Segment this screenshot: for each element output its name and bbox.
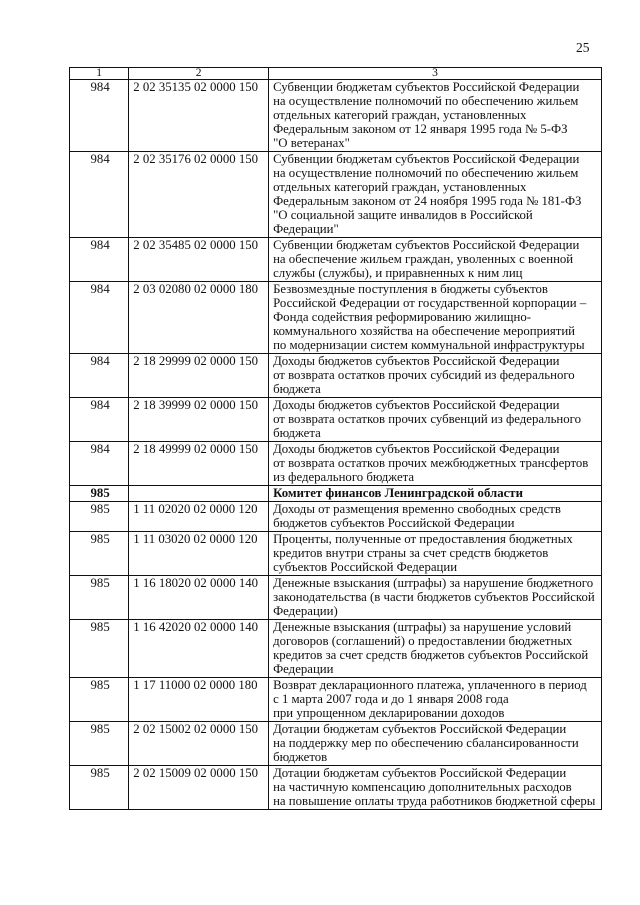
description-line: Федерации [273, 662, 334, 676]
description-cell [269, 152, 602, 238]
admin-code-cell: 985 [70, 620, 129, 678]
admin-code-cell: 984 [70, 442, 129, 486]
table-row [70, 282, 602, 354]
description-line: Фонда содействия реформированию жилищно- [273, 310, 531, 324]
description-line: Российской Федерации от государственной корпорации – [273, 296, 587, 310]
table-row [70, 238, 602, 282]
header-col-1: 1 [70, 68, 129, 80]
description-line: Денежные взыскания (штрафы) за нарушение бюджетного [273, 576, 594, 590]
budget-code-cell: 2 02 35485 02 0000 150 [129, 238, 269, 282]
description-line: кредитов за счет средств бюджетов субъектов Российской [273, 648, 589, 662]
table-row [70, 442, 602, 486]
description-line: на повышение оплаты труда работников бюджетной сферы [273, 794, 596, 808]
description-cell [269, 722, 602, 766]
description-cell [269, 620, 602, 678]
description-cell [269, 354, 602, 398]
budget-code-cell [129, 486, 269, 502]
description-line: на осуществление полномочий по обеспечению жильем [273, 166, 579, 180]
description-line: службы (службы), и приравненных к ним лиц [273, 266, 523, 280]
description-line: с 1 марта 2007 года и до 1 января 2008 года [273, 692, 509, 706]
description-line: Доходы от размещения временно свободных средств [273, 502, 561, 516]
description-cell [269, 442, 602, 486]
description-line: на обеспечение жильем граждан, уволенных с военной [273, 252, 574, 266]
description-cell [269, 282, 602, 354]
description-line: законодательства (в части бюджетов субъектов Российской [273, 590, 595, 604]
description-line: бюджетов [273, 750, 328, 764]
description-cell [269, 486, 602, 502]
description-line: Федерации" [273, 222, 339, 236]
budget-classification-table [69, 67, 602, 810]
admin-code-cell: 984 [70, 238, 129, 282]
table-row [70, 576, 602, 620]
description-line: Доходы бюджетов субъектов Российской Федерации [273, 398, 560, 412]
description-line: Дотации бюджетам субъектов Российской Федерации [273, 766, 567, 780]
budget-code-cell: 2 02 35176 02 0000 150 [129, 152, 269, 238]
table-row [70, 486, 602, 502]
admin-code-cell: 984 [70, 354, 129, 398]
table-row [70, 678, 602, 722]
admin-code-cell: 985 [70, 502, 129, 532]
description-line: Денежные взыскания (штрафы) за нарушение условий [273, 620, 572, 634]
admin-code-cell: 985 [70, 722, 129, 766]
description-line: субъектов Российской Федерации [273, 560, 458, 574]
admin-code-cell: 985 [70, 678, 129, 722]
table-row [70, 532, 602, 576]
description-line: Федеральным законом от 12 января 1995 года № 5-ФЗ [273, 122, 568, 136]
description-line: Субвенции бюджетам субъектов Российской Федерации [273, 80, 580, 94]
description-line: Федеральным законом от 24 ноября 1995 года № 181-ФЗ [273, 194, 582, 208]
description-line: Доходы бюджетов субъектов Российской Федерации [273, 442, 560, 456]
description-line: коммунального хозяйства на обеспечение мероприятий [273, 324, 576, 338]
admin-code-cell: 985 [70, 532, 129, 576]
description-cell [269, 678, 602, 722]
header-col-3: 3 [269, 68, 602, 80]
table-row [70, 152, 602, 238]
table-header-row [70, 68, 602, 80]
description-cell [269, 576, 602, 620]
table-row [70, 620, 602, 678]
budget-code-cell: 2 02 35135 02 0000 150 [129, 80, 269, 152]
description-line: бюджета [273, 426, 321, 440]
description-line: "О социальной защите инвалидов в Российской [273, 208, 533, 222]
description-cell [269, 502, 602, 532]
description-line: на частичную компенсацию дополнительных расходов [273, 780, 572, 794]
description-line: Проценты, полученные от предоставления бюджетных [273, 532, 573, 546]
budget-code-cell: 2 02 15009 02 0000 150 [129, 766, 269, 810]
description-line: по модернизации систем коммунальной инфраструктуры [273, 338, 585, 352]
budget-code-cell: 2 18 49999 02 0000 150 [129, 442, 269, 486]
description-line: от возврата остатков прочих межбюджетных трансфертов [273, 456, 589, 470]
budget-code-cell: 1 16 18020 02 0000 140 [129, 576, 269, 620]
header-col-2: 2 [129, 68, 269, 80]
budget-code-cell: 2 03 02080 02 0000 180 [129, 282, 269, 354]
table-row [70, 354, 602, 398]
description-line: бюджета [273, 382, 321, 396]
description-line: "О ветеранах" [273, 136, 350, 150]
budget-code-cell: 2 02 15002 02 0000 150 [129, 722, 269, 766]
budget-code-cell: 1 11 02020 02 0000 120 [129, 502, 269, 532]
description-line: бюджетов субъектов Российской Федерации [273, 516, 515, 530]
table-row [70, 80, 602, 152]
description-line: договоров (соглашений) о предоставлении бюджетных [273, 634, 573, 648]
description-cell [269, 766, 602, 810]
admin-code-cell: 984 [70, 152, 129, 238]
description-line: Доходы бюджетов субъектов Российской Федерации [273, 354, 560, 368]
description-cell [269, 80, 602, 152]
description-line: на осуществление полномочий по обеспечению жильем [273, 94, 579, 108]
admin-code-cell: 985 [70, 766, 129, 810]
description-line: Комитет финансов Ленинградской области [273, 486, 523, 500]
budget-code-cell: 1 11 03020 02 0000 120 [129, 532, 269, 576]
description-cell [269, 398, 602, 442]
page-number: 25 [576, 40, 590, 55]
description-line: кредитов внутри страны за счет средств бюджетов [273, 546, 549, 560]
description-line: от возврата остатков прочих субвенций из федерального [273, 412, 581, 426]
admin-code-cell: 984 [70, 398, 129, 442]
budget-code-cell: 2 18 29999 02 0000 150 [129, 354, 269, 398]
admin-code-cell: 985 [70, 576, 129, 620]
table-row [70, 398, 602, 442]
description-line: при упрощенном декларировании доходов [273, 706, 505, 720]
description-line: Субвенции бюджетам субъектов Российской Федерации [273, 152, 580, 166]
budget-code-cell: 1 16 42020 02 0000 140 [129, 620, 269, 678]
budget-code-cell: 2 18 39999 02 0000 150 [129, 398, 269, 442]
description-line: Дотации бюджетам субъектов Российской Федерации [273, 722, 567, 736]
admin-code-cell: 984 [70, 282, 129, 354]
description-cell [269, 238, 602, 282]
description-line: из федерального бюджета [273, 470, 415, 484]
budget-code-cell: 1 17 11000 02 0000 180 [129, 678, 269, 722]
admin-code-cell: 985 [70, 486, 129, 502]
description-line: Федерации) [273, 604, 338, 618]
description-line: Безвозмездные поступления в бюджеты субъектов [273, 282, 548, 296]
table-row [70, 722, 602, 766]
description-line: от возврата остатков прочих субсидий из федерального [273, 368, 575, 382]
description-line: на поддержку мер по обеспечению сбалансированности [273, 736, 579, 750]
description-line: отдельных категорий граждан, установленных [273, 108, 527, 122]
description-line: отдельных категорий граждан, установленных [273, 180, 527, 194]
description-line: Возврат декларационного платежа, уплаченного в период [273, 678, 587, 692]
table-row [70, 502, 602, 532]
admin-code-cell: 984 [70, 80, 129, 152]
table-row [70, 766, 602, 810]
description-line: Субвенции бюджетам субъектов Российской Федерации [273, 238, 580, 252]
description-cell [269, 532, 602, 576]
